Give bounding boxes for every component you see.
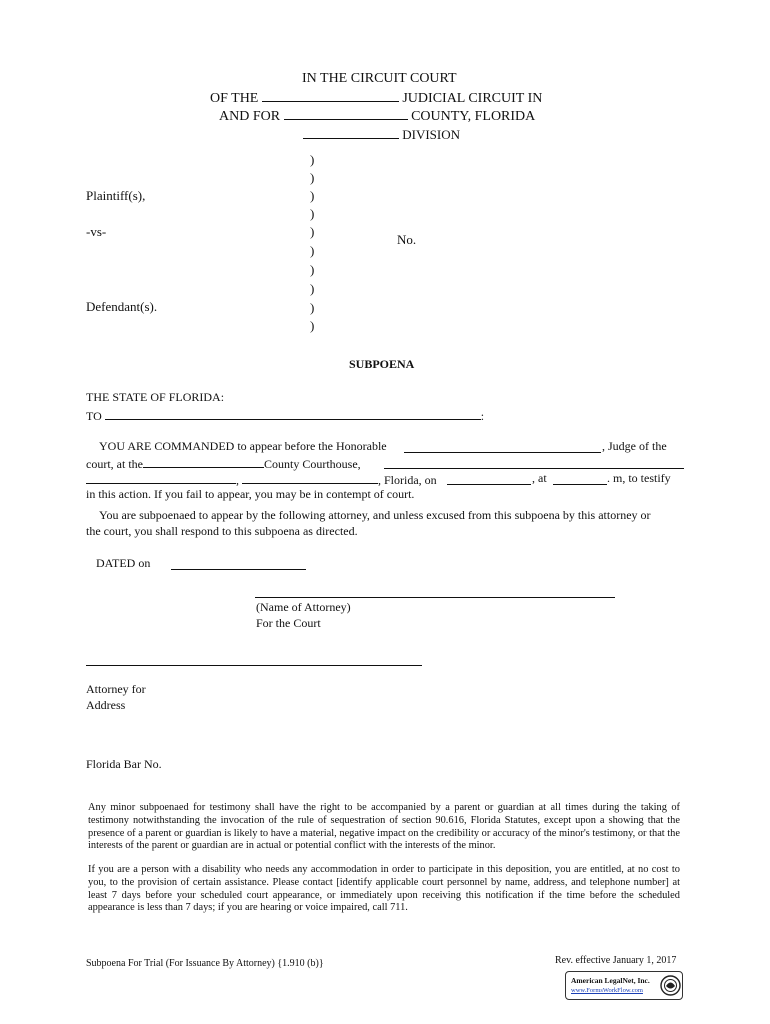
court-header-line3 [219,107,535,125]
court-header-line4 [303,126,460,143]
comma-text: , [236,473,239,487]
caption-paren: ) [310,281,315,296]
caption-paren: ) [310,262,315,277]
american-legalnet-logo[interactable] [565,971,683,1000]
appearance-time-field[interactable] [553,472,607,485]
attorney-signature-line[interactable] [255,597,615,598]
dated-on-label: DATED on [96,556,151,570]
logo-seal-icon [660,975,681,996]
commanded-text: YOU ARE COMMANDED to appear before the Honorable [99,439,387,453]
disability-notice: If you are a person with a disability who needs any accommodation in order to participate in this deposition, you are entitled, at no cost to you, to the provision of certain assistance. Please contact [identify applicable court personnel by name, address, and telephone number] at least 7 days before your scheduled court appearance, or immediately upon receiving this notification if the time before the scheduled appearance is less than 7 days; if you are hearing or voice impaired, call 711. [88,864,680,914]
caption-paren: ) [310,318,315,333]
circuit-number-field[interactable] [262,89,399,102]
county-courthouse-text: County Courthouse, [263,457,361,471]
subpoena-title: SUBPOENA [349,357,415,371]
dated-on-field[interactable] [171,557,306,570]
address-label: Address [86,698,126,712]
judge-of-the-text: , Judge of the [602,439,667,453]
form-name-footer: Subpoena For Trial (For Issuance By Attorney) {1.910 (b)} [86,958,324,969]
contempt-warning: in this action. If you fail to appear, you may be in contempt of court. [86,487,415,501]
for-the-court-label: For the Court [256,616,321,630]
caption-paren: ) [310,243,315,258]
city-field[interactable] [242,471,378,484]
commanded-line2 [86,455,361,472]
florida-on-text: , Florida, on [378,473,437,487]
caption-paren: ) [310,300,315,315]
plaintiff-label: Plaintiff(s), [86,188,146,203]
and-for-text: AND FOR [219,109,281,124]
name-of-attorney-label: (Name of Attorney) [256,600,351,614]
case-number-label: No. [397,232,417,247]
florida-bar-no-label: Florida Bar No. [86,757,162,771]
attorney-info-line[interactable] [86,665,422,666]
at-text: , at [532,471,547,485]
vs-label: -vs- [86,224,107,239]
minor-notice: Any minor subpoenaed for testimony shall have the right to be accompanied by a parent or guardian at all times during the taking of testimony notwithstanding the invocation of the rule of sequestration of section 90.616, Florida Statutes, except upon a showing that the presence of a parent or guardian is likely to have a material, negative impact on the credibility or accuracy of the minor's testimony, or that the interests of the parent or guardian are in actual or potential conflict with the interests of the minor. [88,802,680,852]
court-header-line2 [210,89,542,107]
caption-paren: ) [310,152,315,167]
defendant-label: Defendant(s). [86,299,158,314]
county-courthouse-field[interactable] [143,455,264,468]
to-label: TO [86,409,102,423]
revision-footer: Rev. effective January 1, 2017 [555,955,677,966]
state-of-florida-label: THE STATE OF FLORIDA: [86,390,225,404]
attorney-paragraph-line2: the court, you shall respond to this subpoena as directed. [86,524,358,538]
to-line [86,407,484,424]
commanded-line3 [86,471,437,488]
caption-paren: ) [310,206,315,221]
to-testify-text: . m, to testify [607,471,671,485]
street-address-field[interactable] [86,471,236,484]
judge-name-field[interactable] [404,440,601,453]
caption-paren: ) [310,188,315,203]
county-florida-text: COUNTY, FLORIDA [411,109,536,124]
division-text: DIVISION [402,127,461,142]
caption-paren: ) [310,224,315,239]
logo-website[interactable]: www.FormsWorkFlow.com [571,987,643,994]
of-the-text: OF THE [210,91,259,106]
logo-company-name: American LegalNet, Inc. [571,976,650,985]
courthouse-address-field[interactable] [384,456,684,469]
caption-paren: ) [310,170,315,185]
county-name-field[interactable] [284,107,408,120]
attorney-for-label: Attorney for [86,682,146,696]
appearance-date-field[interactable] [447,472,531,485]
commanded-line1 [99,439,387,454]
court-header-line1: IN THE CIRCUIT COURT [302,71,457,86]
division-name-field[interactable] [303,126,399,139]
court-at-the-text: court, at the [86,457,143,471]
judicial-circuit-text: JUDICIAL CIRCUIT IN [402,91,543,106]
to-colon: : [480,409,485,423]
attorney-paragraph-line1: You are subpoenaed to appear by the following attorney, and unless excused from this subpoena by this attorney or [99,508,651,522]
witness-name-field[interactable] [105,407,481,420]
